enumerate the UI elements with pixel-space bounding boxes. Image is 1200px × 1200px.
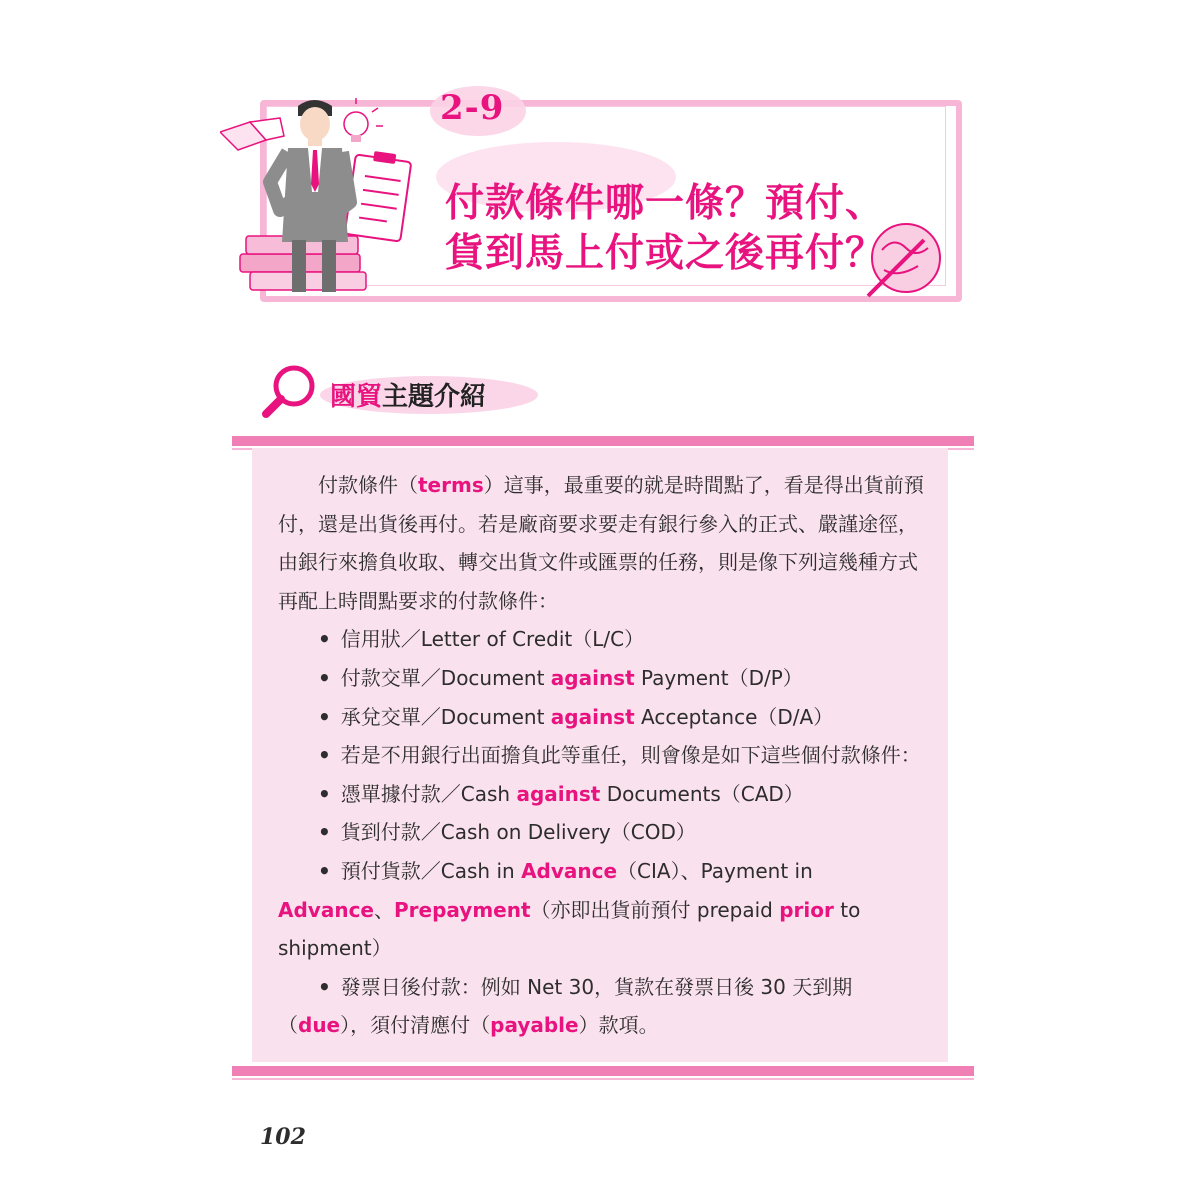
content-bottom-bar — [232, 1066, 974, 1076]
chapter-title-line-1: 付款條件哪一條？預付、 — [445, 180, 886, 226]
section-heading — [260, 362, 560, 422]
chapter-banner — [240, 88, 950, 302]
intro-text: 付款條件（terms）這事，最重要的就是時間點了，看是得出貨前預付，還是出貨後再付。若是廠商要求要走有銀行參入的正式、嚴謹途徑，由銀行來擔負收取、轉交出貨文件或匯票的任務，則是像下列這幾種方式再配上時間點要求的付款條件： — [278, 473, 924, 613]
section-title — [330, 376, 486, 413]
chapter-number: 2-9 — [440, 88, 505, 128]
list-item: • 付款交單／Document against Payment（D/P） — [318, 665, 803, 690]
intro-paragraph — [278, 466, 926, 620]
list-item-text: 承兌交單／Document against Acceptance（D/A） — [340, 704, 834, 729]
list-item: • 承兌交單／Document against Acceptance（D/A） — [318, 704, 834, 729]
content-body — [278, 466, 926, 1045]
list-item-text: 付款交單／Document against Payment（D/P） — [340, 665, 803, 690]
list-item-text: 憑單據付款／Cash against Documents（CAD） — [340, 781, 804, 806]
list-item: • 憑單據付款／Cash against Documents（CAD） — [318, 781, 804, 806]
businessman-illustration — [220, 92, 440, 302]
magnifier-icon — [260, 362, 320, 422]
page-number: 102 — [260, 1124, 306, 1150]
chapter-title-line-2: 貨到馬上付或之後再付？ — [445, 230, 886, 276]
list-item-text: 發票日後付款：例如 Net 30，貨款在發票日後 30 天到期（due），須付清應付（payable）款項。 — [278, 974, 853, 1038]
list-item: • 貨到付款／Cash on Delivery（COD） — [318, 820, 696, 845]
list-item-text: 貨到付款／Cash on Delivery（COD） — [340, 820, 696, 845]
list-item: • 預付貨款／Cash in Advance（CIA）、Payment in Advance、Prepayment（亦即出貨前預付 prepaid prior to shipment） — [278, 858, 861, 961]
list-item: • 信用狀／Letter of Credit（L/C） — [318, 627, 645, 652]
list-item: • 發票日後付款：例如 Net 30，貨款在發票日後 30 天到期（due），須付清應付（payable）款項。 — [278, 974, 853, 1038]
section-title-highlight: 國貿 — [330, 382, 383, 412]
section-title-rest: 主題介紹 — [382, 382, 487, 412]
non-bank-paragraph: • 若是不用銀行出面擔負此等重任，則會像是如下這些個付款條件： — [318, 743, 921, 768]
list-item-text: 預付貨款／Cash in Advance（CIA）、Payment in Advance、Prepayment（亦即出貨前預付 prepaid prior to shipment） — [278, 858, 861, 961]
list-item-text: 信用狀／Letter of Credit（L/C） — [340, 627, 645, 652]
content-top-bar — [232, 436, 974, 446]
non-bank-text: 若是不用銀行出面擔負此等重任，則會像是如下這些個付款條件： — [340, 743, 921, 768]
